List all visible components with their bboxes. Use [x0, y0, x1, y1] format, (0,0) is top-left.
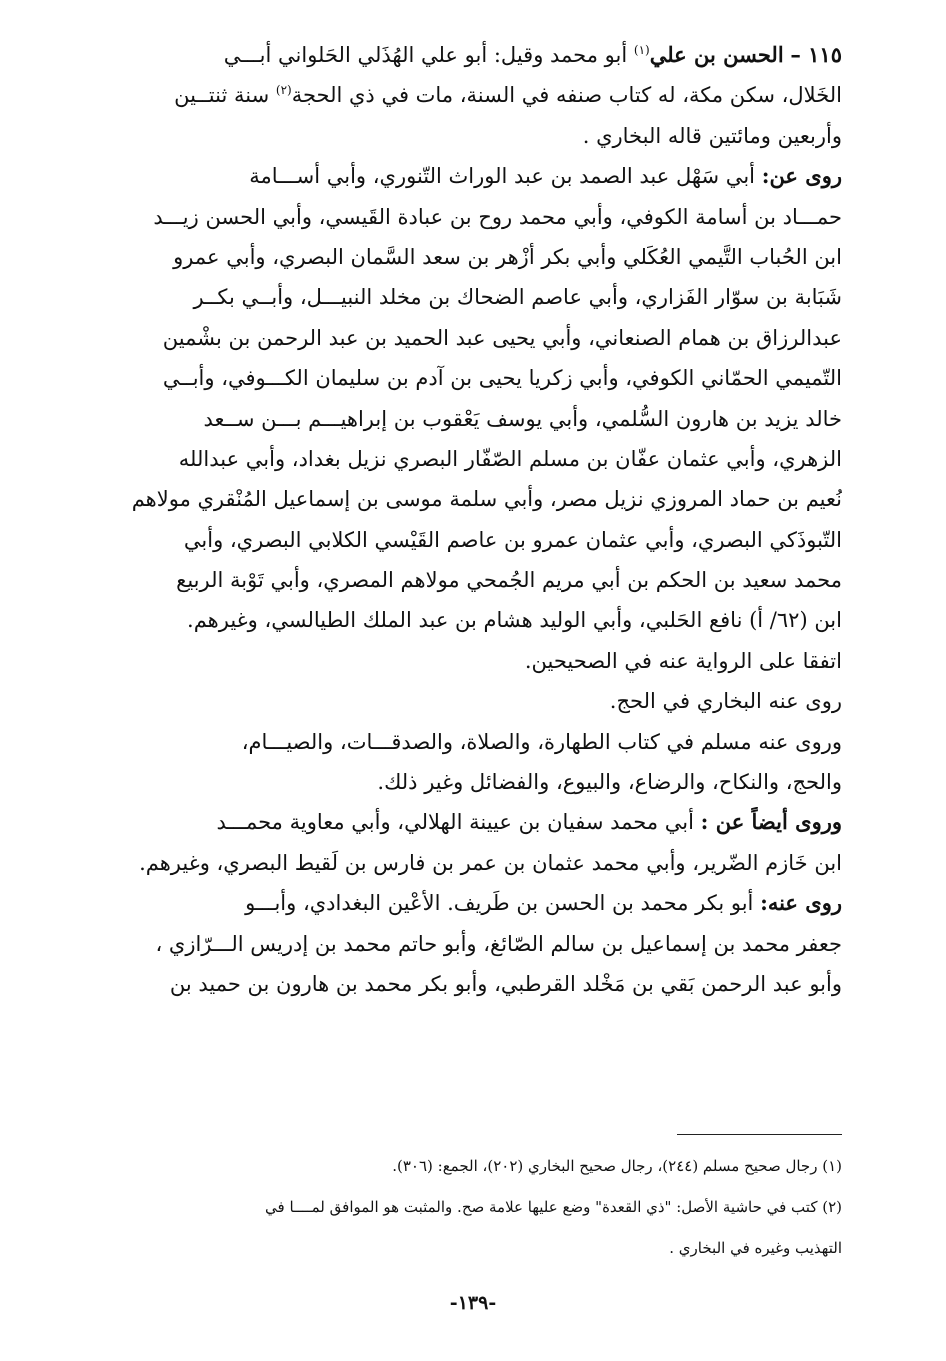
entry-line-2-text: الخَلال، سكن مكة، له كتاب صنفه في السنة، مات في ذي الحجة — [291, 83, 842, 108]
narrated-from-line: نُعيم بن حماد المروزي نزيل مصر، وأبي سلمة موسى بن إسماعيل المُنْقري مولاهم — [131, 487, 842, 512]
entry-line-2 — [112, 80, 842, 110]
entry-number: ١١٥ – — [790, 42, 842, 67]
entry-name: الحسن بن علي — [649, 42, 784, 67]
narrated-by-line-1 — [112, 888, 842, 918]
entry-line-1 — [112, 40, 842, 70]
footnote-ref-1[interactable]: (١) — [633, 43, 650, 57]
narrated-from-line: الزهري، وأبي عثمان عفّان بن مسلم الصّفّار البصري نزيل بغداد، وأبي عبدالله — [178, 446, 842, 471]
narrated-from-text: أبي سَهْل عبد الصمد بن عبد الوراث التّنوري، وأبي أســـامة — [249, 164, 755, 189]
also-from-label: وروى أيضاً عن : — [700, 809, 842, 835]
muslim-line-2: والحج، والنكاح، والرضاع، والبيوع، والفضائل وغير ذلك. — [377, 770, 842, 795]
narrated-by-line-3: وأبو عبد الرحمن بَقي بن مَخْلد القرطبي، وأبو بكر محمد بن هارون بن حميد بن — [169, 971, 842, 996]
narrated-from-line: التّبوذَكي البصري، وأبي عثمان عمرو بن عاصم القَيْسي الكلابي البصري، وأبي — [183, 527, 842, 552]
also-from-text: أبي محمد سفيان بن عيينة الهلالي، وأبي معاوية محمـــد — [216, 810, 694, 835]
agreed-line: اتفقا على الرواية عنه في الصحيحين. — [524, 648, 842, 673]
narrated-from-label: روى عن: — [761, 163, 842, 189]
footnote-1: (١) رجال صحيح مسلم (٢٤٤)، رجال صحيح البخاري (٢٠٢)، الجمع: (٣٠٦). — [392, 1157, 842, 1175]
narrated-by-label: روى عنه: — [760, 890, 842, 916]
narrated-from-line: ابن (٦٢/ أ) نافع الحَلبي، وأبي الوليد هشام بن عبد الملك الطيالسي، وغيرهم. — [187, 608, 842, 633]
narrated-from-line: خالد يزيد بن هارون السُّلمي، وأبي يوسف يَعْقوب بن إبراهيـــم بـــن ســعد — [203, 406, 842, 431]
narrated-from-line: التّميمي الحمّاني الكوفي، وأبي زكريا يحيى بن آدم بن سليمان الكـــوفي، وأبــي — [162, 366, 842, 391]
narrated-from-line: محمد سعيد بن الحكم بن أبي مريم الجُمحي مولاهم المصري، وأبي تَوْبة الربيع — [176, 568, 842, 593]
narrated-from-line: حمـــاد بن أسامة الكوفي، وأبي محمد روح بن عبادة القَيسي، وأبي الحسن زيـــد — [153, 204, 842, 229]
narrated-from-line: ابن الحُباب التَّيمي العُكَلي وأبي بكر أزْهر بن سعد السَّمان البصري، وأبي عمرو — [173, 244, 842, 269]
footnote-divider — [677, 1134, 842, 1135]
footnote-2-line-2: التهذيب وغيره في البخاري . — [669, 1239, 842, 1257]
narrated-from-line: شَبَابة بن سوّار الفَزاري، وأبي عاصم الضحاك بن مخلد النبيـــل، وأبــي بكــر — [193, 285, 842, 310]
entry-line-3: وأربعين ومائتين قاله البخاري . — [582, 123, 842, 148]
page-number: -١٣٩- — [449, 1292, 497, 1314]
footnote-2-line-1: (٢) كتب في حاشية الأصل: "ذي القعدة" وضع عليها علامة صح. والمثبت هو الموافق لمــــا في — [265, 1198, 842, 1216]
muslim-line-1: وروى عنه مسلم في كتاب الطهارة، والصلاة، والصدقـــات، والصيـــام، — [241, 729, 842, 754]
entry-line-1-text: أبو محمد وقيل: أبو علي الهُذَلي الحَلواني أبـــي — [223, 43, 628, 67]
page-body — [112, 40, 842, 1009]
also-from-line-2: ابن خَازم الضّرير، وأبي محمد عثمان بن عمر بن فارس بن لَقيط البصري، وغيرهم. — [139, 850, 842, 875]
narrated-by-text: أبو بكر محمد بن الحسن بن طَريف. الأعْين البغدادي، وأبـــو — [245, 891, 754, 916]
also-from-line-1 — [112, 807, 842, 837]
narrated-from-line: عبدالرزاق بن همام الصنعاني، وأبي يحيى عبد الحميد بن عبد الرحمن بن بشْمين — [162, 325, 842, 350]
narrated-by-line-2: جعفر محمد بن إسماعيل بن سالم الصّائغ، وأبو حاتم محمد بن إدريس الـــرّازي ، — [155, 931, 842, 956]
bukhari-line: روى عنه البخاري في الحج. — [609, 689, 842, 714]
entry-line-2-end: سنة ثنتــين — [174, 83, 270, 108]
narrated-from-line-1 — [112, 161, 842, 191]
footnote-ref-2[interactable]: (٢) — [275, 83, 292, 98]
